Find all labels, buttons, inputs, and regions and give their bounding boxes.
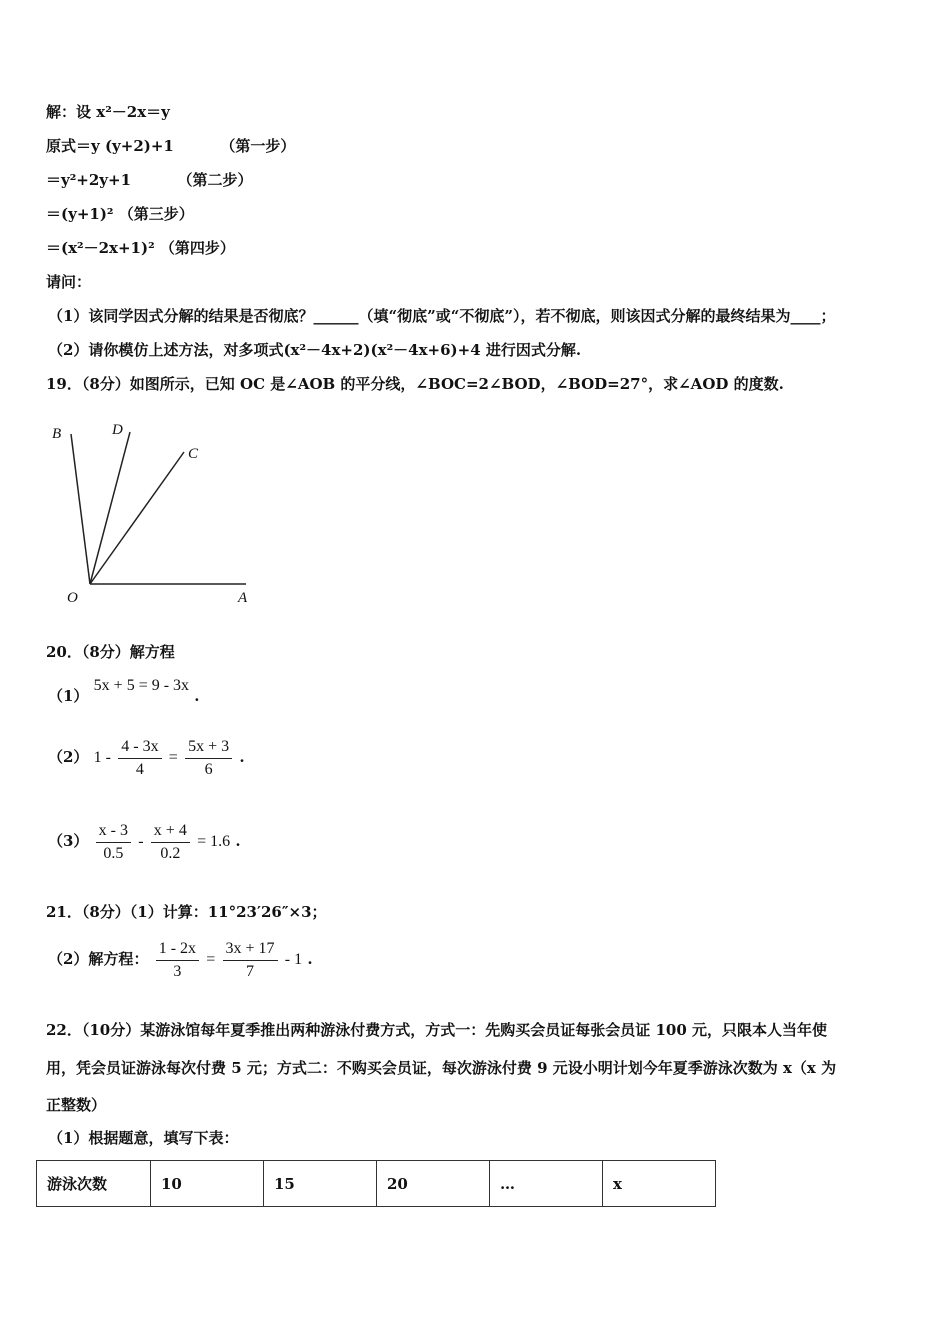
- eq21-f1-denominator: 3: [173, 962, 182, 980]
- equation-20-2: [48, 732, 245, 783]
- eq21-period: .: [307, 950, 313, 968]
- solution-step0: [46, 102, 170, 122]
- eq21-label: （2）解方程：: [48, 950, 149, 968]
- solution-step4: [46, 238, 235, 258]
- problem-22-line1: 22．（10分）某游泳馆每年夏季推出两种游泳付费方式，方式一：先购买会员证每张会员证 100 元，只限本人当年使: [46, 1021, 828, 1039]
- table-cell: x: [603, 1161, 716, 1207]
- table-cell: …: [490, 1161, 603, 1207]
- swim-table: [36, 1160, 716, 1207]
- label-o: O: [67, 590, 78, 606]
- eq3-f2-numerator: x + 4: [151, 820, 190, 843]
- table-row: [37, 1161, 716, 1207]
- problem-22-line3: 正整数）: [46, 1096, 107, 1114]
- eq21-fraction-1: [156, 938, 199, 983]
- eq21-f1-numerator: 1 - 2x: [156, 938, 199, 961]
- angle-figure: [40, 418, 260, 618]
- eq2-period: .: [239, 748, 245, 766]
- eq1-expr: 5x + 5 = 9 - 3x: [93, 677, 190, 694]
- step1-note: （第一步）: [220, 137, 296, 155]
- eq3-f2-denominator: 0.2: [160, 844, 181, 862]
- ray-od: [90, 432, 130, 584]
- equation-20-3: [48, 816, 241, 867]
- eq2-fraction-1: [118, 736, 161, 781]
- eq2-equals: =: [168, 749, 178, 766]
- eq3-minus: -: [138, 833, 144, 850]
- label-c: C: [188, 446, 199, 462]
- problem-20-title: 20．（8分）解方程: [46, 643, 175, 661]
- eq21-equals: =: [206, 951, 216, 968]
- eq2-label: （2）: [48, 748, 89, 766]
- problem-19-text: 19．（8分）如图所示，已知 OC 是∠AOB 的平分线，∠BOC=2∠BOD，∠BOD=27°，求∠AOD 的度数.: [46, 375, 784, 393]
- eq1-label: （1）: [48, 687, 89, 705]
- eq2-lead: 1 -: [93, 749, 111, 766]
- problem-22-line2: 用，凭会员证游泳每次付费 5 元；方式二：不购买会员证，每次游泳付费 9 元设小明计划今年夏季游泳次数为 x（x 为: [46, 1059, 837, 1077]
- step0-prefix: 解：设: [46, 103, 92, 121]
- label-d: D: [112, 422, 123, 438]
- table-cell-header: 游泳次数: [37, 1161, 151, 1207]
- eq3-f1-denominator: 0.5: [103, 844, 124, 862]
- eq3-label: （3）: [48, 832, 89, 850]
- problem-21-line1: 21．（8分）（1）计算：11°23′26″×3；: [46, 903, 327, 921]
- step2-expr: ＝y²+2y+1: [46, 171, 132, 189]
- label-b: B: [52, 426, 62, 442]
- ray-ob: [71, 434, 90, 584]
- equation-20-1: [48, 677, 200, 707]
- equation-21-2: [48, 934, 313, 985]
- table-cell: 10: [151, 1161, 264, 1207]
- eq2-f2-denominator: 6: [204, 760, 213, 778]
- step0-math: x²－2x＝y: [96, 103, 170, 121]
- eq2-f1-numerator: 4 - 3x: [118, 736, 161, 759]
- eq21-tail: - 1: [284, 951, 303, 968]
- eq1-period: .: [194, 687, 200, 705]
- eq2-f1-denominator: 4: [135, 760, 144, 778]
- step4-expr: ＝(x²－2x+1)²: [46, 239, 155, 257]
- eq3-tail: = 1.6: [197, 833, 231, 850]
- step3-expr: ＝(y+1)²: [46, 205, 114, 223]
- eq3-fraction-2: [151, 820, 190, 865]
- step3-note: （第三步）: [118, 205, 194, 223]
- eq2-fraction-2: [185, 736, 232, 781]
- eq3-period: .: [235, 832, 241, 850]
- question-2: （2）请你模仿上述方法，对多项式(x²－4x+2)(x²－4x+6)+4 进行因式分解.: [48, 341, 582, 359]
- ray-oc: [90, 452, 184, 584]
- step4-note: （第四步）: [159, 239, 235, 257]
- eq21-fraction-2: [223, 938, 278, 983]
- label-a: A: [238, 590, 248, 606]
- eq3-fraction-1: [96, 820, 131, 865]
- eq21-f2-numerator: 3x + 17: [223, 938, 278, 961]
- eq2-f2-numerator: 5x + 3: [185, 736, 232, 759]
- ask-label: 请问：: [46, 273, 92, 291]
- eq21-f2-denominator: 7: [246, 962, 255, 980]
- question-1: （1）该同学因式分解的结果是否彻底？______（填“彻底”或“不彻底”），若不彻底，则该因式分解的最终结果为____；: [48, 307, 836, 325]
- problem-22-sub1: （1）根据题意，填写下表：: [48, 1129, 239, 1147]
- table-cell: 15: [264, 1161, 377, 1207]
- step2-note: （第二步）: [177, 171, 253, 189]
- angle-figure-svg: [40, 418, 260, 618]
- table-cell: 20: [377, 1161, 490, 1207]
- step1-expr: 原式＝y (y+2)+1: [46, 137, 174, 155]
- solution-step2: [46, 170, 253, 190]
- eq3-f1-numerator: x - 3: [96, 820, 131, 843]
- solution-step1: [46, 136, 295, 156]
- solution-step3: [46, 204, 194, 224]
